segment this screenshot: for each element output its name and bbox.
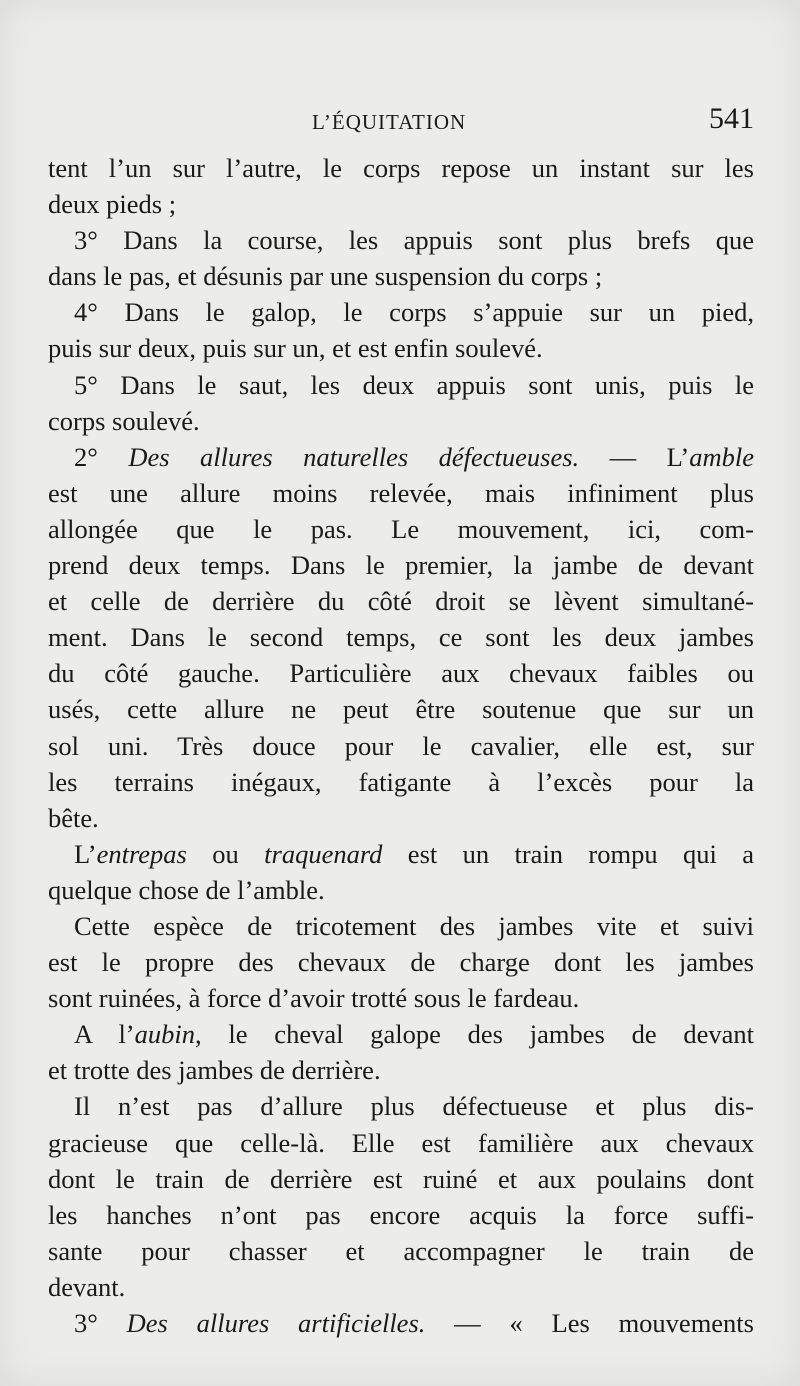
body-text	[48, 150, 754, 1341]
text-segment: 5° Dans le saut, les deux appuis sont unis, puis le	[74, 369, 754, 400]
text-segment: deux pieds ;	[48, 189, 177, 220]
text-line	[48, 294, 754, 330]
text-segment: prend deux temps. Dans le premier, la jambe de devant	[48, 550, 754, 581]
text-segment: allongée que le pas. Le mouvement, ici, com-	[48, 513, 754, 544]
text-segment: les hanches n’ont pas encore acquis la force suffi-	[48, 1199, 754, 1230]
text-line	[48, 186, 754, 222]
text-line	[48, 475, 754, 511]
text-line	[48, 258, 754, 294]
text-segment: ou	[186, 838, 265, 869]
text-line	[48, 150, 754, 186]
text-line	[48, 1305, 754, 1341]
text-segment: Il n’est pas d’allure plus défectueuse et plus dis-	[74, 1091, 754, 1122]
text-line	[48, 1269, 754, 1305]
text-segment: , le cheval galope des jambes de devant	[195, 1019, 754, 1050]
text-segment: corps soulevé.	[48, 405, 200, 436]
text-segment: ment. Dans le second temps, ce sont les deux jambes	[48, 622, 754, 653]
text-line	[48, 619, 754, 655]
text-segment: les terrains inégaux, fatigante à l’excès pour la	[48, 766, 754, 797]
italic-text: Des allures artificielles.	[126, 1308, 426, 1338]
text-line	[48, 800, 754, 836]
text-segment: usés, cette allure ne peut être soutenue que sur un	[48, 694, 754, 725]
text-segment: — L’	[579, 441, 690, 472]
text-line	[48, 547, 754, 583]
italic-text: entrepas	[96, 838, 187, 869]
text-segment: 4° Dans le galop, le corps s’appuie sur un pied,	[74, 297, 754, 328]
text-segment: gracieuse que celle-là. Elle est familière aux chevaux	[48, 1127, 754, 1158]
text-segment: quelque chose de l’amble.	[48, 874, 325, 905]
text-segment: est une allure moins relevée, mais infiniment plus	[48, 477, 754, 508]
text-segment: 3°	[74, 1308, 127, 1338]
text-segment: est un train rompu qui a	[382, 838, 755, 869]
text-segment: et trotte des jambes de derrière.	[48, 1055, 381, 1086]
text-line	[48, 1233, 754, 1269]
text-segment: L’	[74, 838, 97, 869]
text-line	[48, 1197, 754, 1233]
text-segment: Cette espèce de tricotement des jambes vite et suivi	[74, 910, 754, 941]
page-number: 541	[709, 102, 754, 135]
text-line	[48, 439, 754, 475]
text-segment: — « Les mouvements	[425, 1308, 754, 1338]
text-line	[48, 836, 754, 872]
running-title: L’ÉQUITATION	[312, 110, 467, 134]
italic-text: aubin	[134, 1019, 196, 1050]
text-segment: A l’	[74, 1019, 135, 1050]
text-line	[48, 403, 754, 439]
text-segment: 3° Dans la course, les appuis sont plus brefs que	[74, 225, 754, 256]
text-line	[48, 1161, 754, 1197]
text-segment: devant.	[48, 1271, 126, 1302]
text-line	[48, 908, 754, 944]
text-line	[48, 1052, 754, 1088]
text-line	[48, 1125, 754, 1161]
italic-text: Des allures naturelles défectueuses.	[128, 441, 580, 472]
text-segment: tent l’un sur l’autre, le corps repose un instant sur les	[48, 153, 754, 183]
text-segment: puis sur deux, puis sur un, et est enfin soulevé.	[48, 333, 543, 364]
text-segment: sol uni. Très douce pour le cavalier, elle est, sur	[48, 730, 754, 761]
text-line	[48, 583, 754, 619]
text-line	[48, 655, 754, 691]
text-segment: 2°	[74, 441, 129, 472]
text-segment: sont ruinées, à force d’avoir trotté sous le fardeau.	[48, 983, 580, 1014]
text-segment: est le propre des chevaux de charge dont les jambes	[48, 947, 754, 978]
text-segment: du côté gauche. Particulière aux chevaux faibles ou	[48, 658, 754, 689]
italic-text: traquenard	[264, 838, 383, 869]
text-segment: bête.	[48, 802, 99, 833]
text-line	[48, 511, 754, 547]
text-line	[48, 1016, 754, 1052]
text-line	[48, 872, 754, 908]
text-line	[48, 728, 754, 764]
text-segment: et celle de derrière du côté droit se lèvent simultané-	[48, 586, 754, 617]
text-segment: sante pour chasser et accompagner le train de	[48, 1235, 754, 1266]
text-line	[48, 980, 754, 1016]
page-header	[48, 100, 754, 140]
text-line	[48, 1088, 754, 1124]
text-line	[48, 764, 754, 800]
text-line	[48, 944, 754, 980]
text-line	[48, 330, 754, 366]
text-line	[48, 691, 754, 727]
text-segment: dont le train de derrière est ruiné et aux poulains dont	[48, 1163, 754, 1194]
text-segment: dans le pas, et désunis par une suspension du corps ;	[48, 261, 603, 292]
italic-text: amble	[689, 441, 754, 472]
text-line	[48, 367, 754, 403]
text-line	[48, 222, 754, 258]
